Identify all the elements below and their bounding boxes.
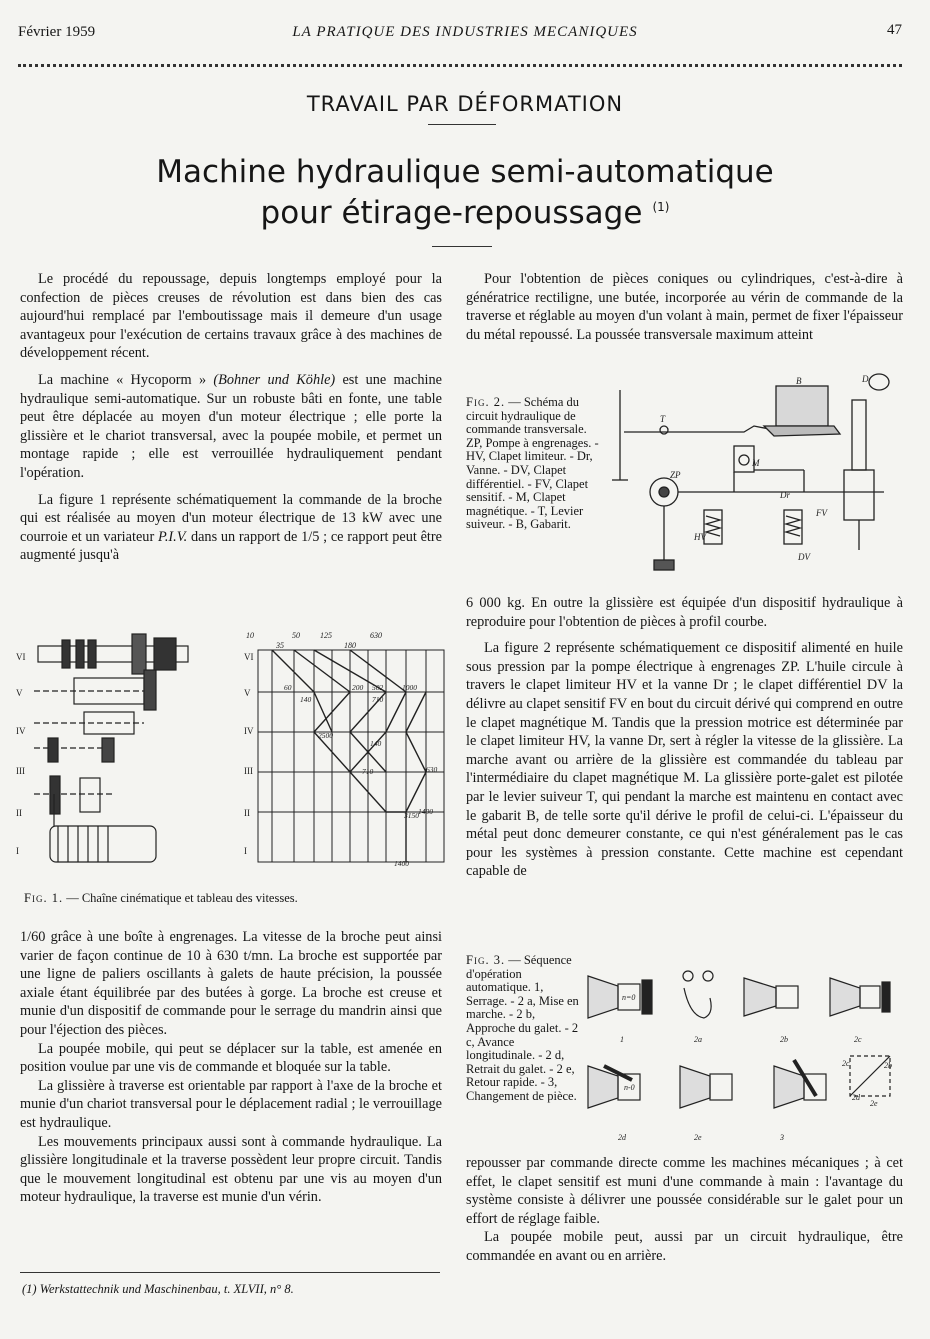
issue-date: Février 1959 [18, 24, 96, 40]
text-span: ; ce rapport peut être augmenté jusqu'à [20, 528, 443, 564]
caption-label: Fig. 1. [24, 891, 64, 905]
figure-3-drawing [584, 956, 904, 1152]
sequence-label: n-0 [624, 1083, 635, 1092]
circuit-label: T [660, 414, 666, 424]
roman-label-left: III [16, 766, 25, 776]
gear-icon [132, 634, 146, 674]
article-title [0, 152, 930, 234]
speed-value-label: 710 [372, 695, 384, 704]
figure-2-caption [466, 396, 600, 532]
sequence-label: 2d [852, 1093, 860, 1102]
template-slide [764, 426, 840, 436]
gear-icon [76, 640, 84, 668]
gear-icon [62, 640, 70, 668]
workpiece-icon [744, 978, 776, 1016]
mandrel-icon [776, 986, 798, 1008]
ratio-line [386, 692, 406, 732]
text-span-italic: P.I.V. [157, 528, 188, 545]
footnote-rule [20, 1272, 440, 1273]
circuit-label: HV [694, 532, 706, 542]
sequence-label: 2a [694, 1035, 702, 1044]
paragraph [20, 491, 442, 565]
lever-pivot [660, 426, 668, 434]
paragraph: 6 000 kg. En outre la glissière est équipée d'un dispositif hydraulique à reproduire pour l'obtention de pièces à profil courbe. [466, 595, 903, 630]
follower-lever [624, 426, 774, 432]
article-title-line2-text: pour étirage-repoussage [260, 195, 643, 231]
speed-tick-label: 630 [370, 631, 382, 640]
cylinder-icon [844, 470, 874, 520]
caption-label: Fig. 2. [466, 395, 506, 409]
sequence-label: 2b [780, 1035, 788, 1044]
text-span: grâce à une boîte à engrenages. La vitesse de la broche peut ainsi varier de façon continue de 10 à 630 t/mn. La broche est supportée par une ligne de paliers oscillants à galets de haute précision, la poussée axiale étant équilibrée par des butées à gorge. La broche est creuse et munie d'un dispositif de commande pour le serrage du mandrin ainsi que pour l'éjection des pièces. [20, 929, 442, 1038]
button-icon [703, 971, 713, 981]
speed-tick-label: 180 [344, 641, 356, 650]
roman-label-table: V [244, 688, 251, 698]
sequence-label: n=0 [622, 993, 636, 1002]
roman-label-left: II [16, 808, 22, 818]
speed-tick-label: 50 [292, 631, 300, 640]
circuit-label: M [752, 458, 760, 468]
valve-icon [784, 510, 802, 544]
left-column-bottom [20, 928, 442, 1207]
article-title-line1: Machine hydraulique semi-automatique [156, 154, 774, 190]
sequence-label: 1 [620, 1035, 624, 1044]
speed-value-label: 3150 [404, 811, 419, 820]
paragraph [20, 371, 442, 483]
gear-icon [102, 738, 114, 762]
sequence-label: 2e [870, 1099, 878, 1108]
speed-value-label: 200 [352, 683, 364, 692]
gear-icon [48, 738, 58, 762]
caption-text: — Séquence d'opération automatique. 1, Serrage. - 2 a, Mise en marche. - 2 b, Approche du galet. - 2 c, Avance longitudinale. - 2 d, Retrait du galet. - 2 e, Retour rapide. - 3, Changement de pièce. [466, 953, 579, 1103]
figure-2-drawing [604, 370, 904, 582]
ratio-line [272, 650, 314, 692]
mandrel-icon [710, 1074, 732, 1100]
section-rule [428, 124, 496, 125]
speed-value-label: 140 [300, 695, 312, 704]
roman-label-left: IV [16, 726, 26, 736]
circuit-label: D [862, 374, 869, 384]
paragraph: La poupée mobile, qui peut se déplacer sur la table, est amenée en position voulue par une vis de commande et bloquée sur la table. [20, 1040, 442, 1076]
speed-value-label: 1400 [418, 807, 433, 816]
circuit-label: Dr [780, 490, 791, 500]
ratio-lines [272, 650, 426, 862]
motor-icon [50, 826, 156, 862]
gear-icon [88, 640, 96, 668]
text-span: La figure 1 représente schématiquement la commande de la broche qui est réalisée au moyen d'un moteur électrique de 13 kW avec une courroie et un variateur [20, 491, 442, 545]
sequence-label: 2e [694, 1133, 702, 1142]
speed-value-label: 710 [362, 767, 374, 776]
ratio-line [314, 692, 332, 732]
sequence-label: 2d [618, 1133, 626, 1142]
caption-label: Fig. 3. [466, 953, 506, 967]
roman-label-table: II [244, 808, 250, 818]
hand-icon [684, 988, 711, 1018]
sequence-label: 2c [842, 1059, 850, 1068]
section-title: TRAVAIL PAR DÉFORMATION [306, 92, 624, 116]
speed-value-label: 60 [284, 683, 292, 692]
title-rule [432, 246, 492, 247]
ratio-line [406, 772, 426, 812]
sequence-label: 2b [884, 1061, 892, 1070]
speed-tick-label: 10 [246, 631, 254, 640]
paragraph: Le procédé du repoussage, depuis longtemps employé pour la confection de pièces creuses de révolution est dans bien des cas aujourd'hui remplacé par l'emboutissage mais il demeure d'un usage avantageux pour l'exécution de certains travaux grâce à des machines de développement récent. [20, 271, 442, 362]
valve-icon [734, 446, 754, 472]
roman-label-table: VI [244, 652, 254, 662]
paragraph: La poupée mobile peut, aussi par un circuit hydraulique, être commandée en avant ou en arrière. [466, 1229, 903, 1264]
gear-icon [154, 638, 176, 670]
roller-icon [869, 374, 889, 390]
right-column-middle [466, 594, 903, 881]
right-column-top [466, 270, 903, 344]
header-divider [18, 64, 902, 67]
mandrel-icon [860, 986, 880, 1008]
tank-icon [654, 560, 674, 570]
text-span: est une machine hydraulique semi-automatique. Sur un robuste bâti en fonte, une table peut être déplacée au moyen d'un moteur électrique ; elle porte la glissière et le chariot transversal, avec la poupée mobile, et permet un montage rapide ; elle est verrouillée hydrauliquement pendant l'opération. [20, 371, 442, 481]
right-column-bottom [466, 1154, 903, 1266]
workpiece-icon [588, 976, 618, 1018]
speed-tick-label: 35 [276, 641, 284, 650]
speed-value-label: 1400 [394, 859, 409, 868]
paragraph: Les mouvements principaux aussi sont à commande hydraulique. La glissière longitudinale et la traverse possèdent leur propre circuit. Tandis que le mouvement longitudinal est obtenu par une vis au moyen d'un moteur hydraulique, la traverse est munie d'un vérin. [20, 1133, 442, 1206]
roman-label-table: I [244, 846, 247, 856]
speed-value-label: 502 [372, 683, 384, 692]
text-span: dans un rapport de [187, 528, 302, 545]
valve-ball [739, 455, 749, 465]
ratio-line [406, 732, 426, 772]
title-footnote-mark: (1) [652, 200, 670, 214]
page-number: 47 [887, 22, 902, 38]
workpiece-icon [830, 978, 860, 1016]
kinematic-chain [34, 634, 188, 862]
hydraulic-circuit [612, 374, 889, 570]
footnote: (1) Werkstattechnik und Maschinenbau, t. XLVII, n° 8. [22, 1282, 294, 1296]
clamp-icon [642, 980, 652, 1014]
paragraph: La glissière à traverse est orientable par rapport à l'axe de la broche et munie d'un chariot transversal pour le déplacement radial ; le verrouillage est hydraulique. [20, 1077, 442, 1131]
ratio-line [406, 692, 426, 732]
roman-label-left: VI [16, 652, 26, 662]
clamp-icon [882, 982, 890, 1012]
valve-icon [704, 510, 722, 544]
circuit-label: DV [798, 552, 810, 562]
pulley-icon [50, 776, 60, 814]
text-span-italic: (Bohner und Köhle) [213, 371, 336, 388]
valve-spring [786, 516, 800, 536]
fraction: 1/5 [301, 528, 320, 545]
speed-table [258, 650, 444, 862]
cylinder-rod [852, 400, 866, 470]
circuit-label: FV [816, 508, 827, 518]
roman-label-left: I [16, 846, 19, 856]
sequence-label: 2c [854, 1035, 862, 1044]
caption-text: — Chaîne cinématique et tableau des vitesses. [66, 891, 298, 905]
journal-title: LA PRATIQUE DES INDUSTRIES MECANIQUES [292, 24, 638, 40]
pulley-icon [80, 778, 100, 812]
speed-tick-label: 125 [320, 631, 332, 640]
template-block [776, 386, 828, 426]
ratio-line [294, 650, 350, 692]
figure-3-caption [466, 954, 582, 1104]
circuit-label: B [796, 376, 802, 386]
fraction: 1/60 [20, 929, 46, 945]
roman-label-table: IV [244, 726, 254, 736]
circuit-label: ZP [670, 470, 681, 480]
article-title-line2 [0, 193, 930, 234]
paragraph: repousser par commande directe comme les machines mécaniques ; à cet effet, le clapet sensitif est muni d'une commande à main : l'avantage du système consiste à délivrer une poussée considérable sur le galet pour un effort de réglage faible. [466, 1155, 903, 1227]
figure-1-drawing [14, 626, 450, 884]
sequence-label: 3 [780, 1133, 784, 1142]
workpiece-icon [680, 1066, 710, 1108]
speed-value-label: 140 [370, 739, 382, 748]
roman-label-table: III [244, 766, 253, 776]
caption-text: — Schéma du circuit hydraulique de commande transversale. ZP, Pompe à engrenages. - HV, Clapet limiteur. - Dr, Vanne. - DV, Clapet différentiel. - FV, Clapet sensitif. - M, Clapet magnétique. - T, Levier suiveur. - B, Gabarit. [466, 395, 599, 532]
paragraph [20, 928, 442, 1040]
button-icon [683, 971, 693, 981]
roman-label-left: V [16, 688, 23, 698]
speed-table-frame [258, 650, 444, 862]
figure-1-caption [24, 892, 444, 906]
speed-value-label: 1000 [402, 683, 417, 692]
paragraph: La figure 2 représente schématiquement ce dispositif alimenté en huile sous pression par la pompe électrique à engrenages ZP. L'huile circule à travers le clapet limiteur HV et la vanne Dr ; le clapet différentiel DV la délivre au clapet sensitif FV en bout du circuit dérivé qui comprend en outre le clapet magnétique M. Tandis que la pression motrice est déterminée par le clapet limiteur HV, la vanne Dr, sert à régler la vitesse de la glissière. La marche avant ou arrière de la glissière est commandée du tableau par l'intermédiaire du clapet magnétique M. La glissière porte-galet est pilotée par le levier suiveur T, qui pendant la marche est maintenu en contact avec le gabarit B, de telle sorte qu'il dérive le profil de celui-ci. L'épaisseur du métal peut donc demeurer constante, ce qui n'est généralement pas le cas pour les systèmes à pression constante. Cette machine est cependant capable de [466, 640, 903, 880]
text-span: La machine « Hycoporm » [38, 371, 214, 388]
valve-spring [706, 516, 720, 536]
speed-value-label: 2500 [318, 731, 333, 740]
paragraph: Pour l'obtention de pièces coniques ou cylindriques, c'est-à-dire à génératrice rectiligne, une butée, incorporée au vérin de commande de la traverse et réglable au moyen d'un volant à main, permet de fixer l'épaisseur du métal repoussé. La poussée transversale maximum atteint [466, 271, 903, 343]
speed-value-label: 630 [426, 765, 438, 774]
left-column-top [20, 270, 442, 565]
gear-icon [144, 670, 156, 710]
pump-rotor [659, 487, 669, 497]
